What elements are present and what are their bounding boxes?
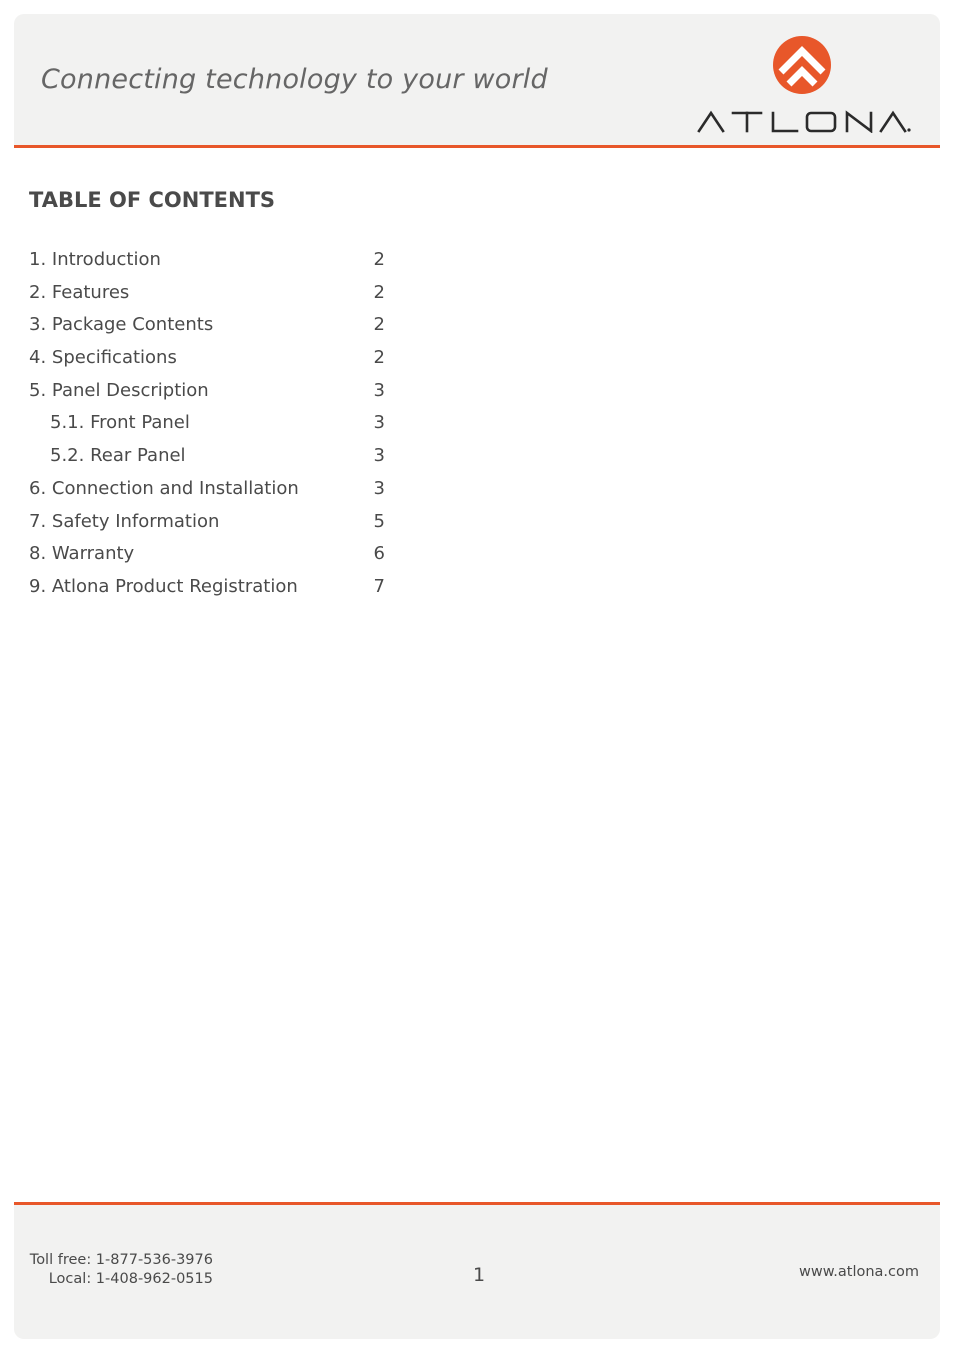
toc-entry[interactable] <box>29 344 389 377</box>
toc-entry[interactable] <box>29 377 389 410</box>
toc-entry-page: 6 <box>373 543 385 565</box>
toc-entry-label: 5.1. Front Panel <box>50 412 190 434</box>
toc-entry-label: 2. Features <box>29 281 130 303</box>
toc-entry[interactable] <box>29 508 389 541</box>
toc-entry-label: 5.2. Rear Panel <box>50 445 186 467</box>
website-link[interactable]: www.atlona.com <box>799 1264 919 1280</box>
toc-entry[interactable] <box>29 246 389 279</box>
toc-entry-page: 2 <box>373 347 385 369</box>
toc-entry[interactable] <box>29 442 389 475</box>
toc-entry[interactable] <box>29 540 389 573</box>
toc-entry-label: 1. Introduction <box>29 249 161 270</box>
atlona-chevron-logo-icon <box>772 35 832 95</box>
contact-phones <box>30 1251 213 1289</box>
page-footer <box>14 1202 940 1339</box>
toc-entry-page: 2 <box>373 281 385 303</box>
toc-entry-page: 3 <box>373 412 385 434</box>
toc-entry[interactable] <box>29 279 389 312</box>
toc-entry-label: 8. Warranty <box>29 543 135 565</box>
local-number: Local: 1-408-962-0515 <box>48 1271 213 1287</box>
toc-entry-label: 6. Connection and Installation <box>29 477 299 499</box>
toc-entry-label: 3. Package Contents <box>29 314 214 336</box>
toc-entry-label: 5. Panel Description <box>29 379 209 401</box>
toc-entry[interactable] <box>29 475 389 508</box>
toc-entry-page: 2 <box>373 249 385 270</box>
atlona-wordmark <box>697 109 911 133</box>
toc-list <box>29 246 389 606</box>
toc-entry-page: 3 <box>373 477 385 499</box>
toc-entry-label: 7. Safety Information <box>29 510 220 532</box>
toll-free-number: Toll free: 1-877-536-3976 <box>29 1252 213 1268</box>
toc-entry-label: 4. Specifications <box>29 347 177 369</box>
toc-entry-page: 5 <box>373 510 385 532</box>
toc-entry[interactable] <box>29 311 389 344</box>
toc-entry[interactable] <box>29 409 389 442</box>
toc-entry[interactable] <box>29 573 389 606</box>
tagline: Connecting technology to your world <box>41 64 548 95</box>
toc-title: TABLE OF CONTENTS <box>29 188 276 212</box>
toc-entry-label: 9. Atlona Product Registration <box>29 575 298 597</box>
toc-entry-page: 2 <box>373 314 385 336</box>
page-header <box>14 14 940 148</box>
toc-entry-page: 3 <box>373 445 385 467</box>
page-number: 1 <box>473 1264 486 1286</box>
toc-entry-page: 7 <box>373 575 385 597</box>
toc-entry-page: 3 <box>373 379 385 401</box>
